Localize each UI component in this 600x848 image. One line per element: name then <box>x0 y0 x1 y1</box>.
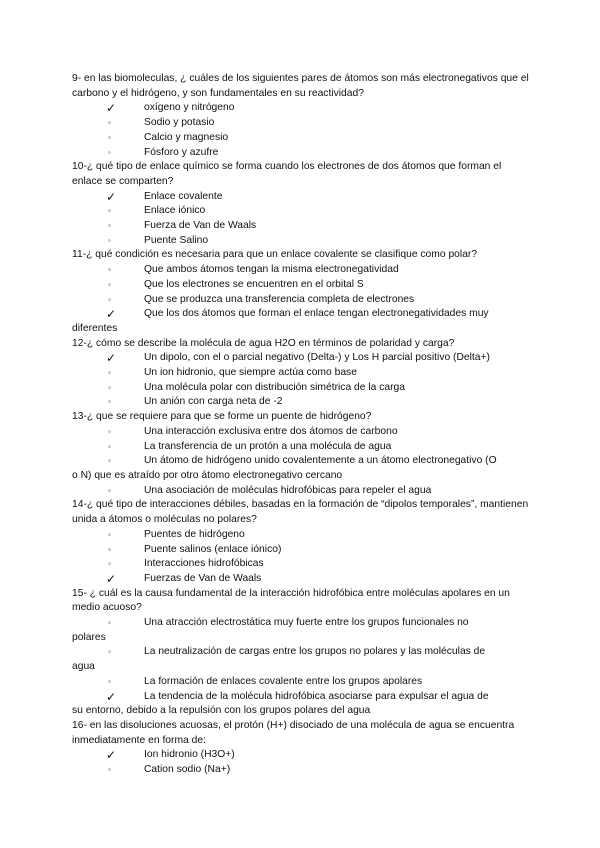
checkmark-icon: ✓ <box>106 101 117 116</box>
option <box>72 425 530 440</box>
question-text: 14-¿ qué tipo de interacciones débiles, basadas en la formación de “dipolos temporales”, mantienen unida a átomos o moléculas no polares? <box>72 499 529 526</box>
bullet-icon: ◦ <box>108 265 111 275</box>
option-text: Una asociación de moléculas hidrofóbicas para repeler el agua <box>144 484 432 496</box>
question-text: 15- ¿ cuál es la causa fundamental de la interacción hidrofóbica entre moléculas apolares en un medio acuoso? <box>72 587 510 614</box>
option-text-continuation: su entorno, debido a la repulsión con los grupos polares del agua <box>72 705 371 717</box>
question-text: 12-¿ cómo se describe la molécula de agua H2O en términos de polaridad y carga? <box>72 337 455 349</box>
option-text: Puentes de hidrógeno <box>144 528 245 540</box>
option-text-continuation: polares <box>72 631 106 643</box>
option-text: Puente salinos (enlace iónico) <box>144 543 282 555</box>
option-text: Fuerzas de Van de Waals <box>144 572 262 584</box>
option <box>72 278 530 293</box>
bullet-icon: ◦ <box>108 279 111 289</box>
option-correct <box>72 190 530 205</box>
option <box>72 293 530 308</box>
option <box>72 131 530 146</box>
bullet-icon: ◦ <box>108 368 111 378</box>
option <box>72 395 530 410</box>
checkmark-icon: ✓ <box>106 189 117 204</box>
option-text: oxígeno y nitrógeno <box>144 102 235 114</box>
checkmark-icon: ✓ <box>106 307 117 322</box>
option-text: Un átomo de hidrógeno unido covalentemente a un átomo electronegativo (O <box>144 455 497 467</box>
bullet-icon: ◦ <box>108 485 111 495</box>
option-text: Enlace iónico <box>144 205 206 217</box>
option <box>72 616 530 645</box>
bullet-icon: ◦ <box>108 765 111 775</box>
option-correct <box>72 101 530 116</box>
option-correct <box>72 690 530 719</box>
bullet-icon: ◦ <box>108 206 111 216</box>
checkmark-icon: ✓ <box>106 748 117 763</box>
option-text-continuation: diferentes <box>72 322 118 334</box>
bullet-icon: ◦ <box>108 676 111 686</box>
option-text-continuation: o N) que es atraído por otro átomo electronegativo cercano <box>72 469 343 481</box>
bullet-icon: ◦ <box>108 559 111 569</box>
bullet-icon: ◦ <box>108 221 111 231</box>
bullet-icon: ◦ <box>108 456 111 466</box>
option-text: Sodio y potasio <box>144 117 215 129</box>
option <box>72 543 530 558</box>
option <box>72 116 530 131</box>
option <box>72 146 530 161</box>
option-text: Fósforo y azufre <box>144 146 219 158</box>
option <box>72 366 530 381</box>
option-text: Puente Salino <box>144 234 209 246</box>
bullet-icon: ◦ <box>108 294 111 304</box>
option-text: Que los dos átomos que forman el enlace tengan electronegatividades muy <box>144 308 489 320</box>
bullet-icon: ◦ <box>108 147 111 157</box>
bullet-icon: ◦ <box>108 397 111 407</box>
option <box>72 204 530 219</box>
option-text: Ion hidronio (H3O+) <box>144 749 235 761</box>
question-text: 13-¿ que se requiere para que se forme un puente de hidrógeno? <box>72 411 372 423</box>
option-text: Una atracción electrostática muy fuerte entre los grupos funcionales no <box>144 617 469 629</box>
option-text: La formación de enlaces covalente entre los grupos apolares <box>144 675 423 687</box>
option <box>72 454 530 483</box>
option-text: Interacciones hidrofóbicas <box>144 558 264 570</box>
option <box>72 763 530 778</box>
option <box>72 440 530 455</box>
option-text: Un anión con carga neta de -2 <box>144 396 283 408</box>
question-text: 9- en las biomoleculas, ¿ cuáles de los siguientes pares de átomos son más electronegativos que el carbono y el hidrógeno, y son fundamentales en su reactividad? <box>72 73 529 99</box>
option-text: Calcio y magnesio <box>144 131 229 143</box>
option-text: Un dipolo, con el o parcial negativo (Delta-) y Los H parcial positivo (Delta+) <box>144 352 490 364</box>
option-correct <box>72 307 530 336</box>
option-text: Que ambos átomos tengan la misma electronegatividad <box>144 264 399 276</box>
option-text: La tendencia de la molécula hidrofóbica asociarse para expulsar el agua de <box>144 690 489 702</box>
option-text-continuation: agua <box>72 661 95 673</box>
option <box>72 263 530 278</box>
checkmark-icon: ✓ <box>106 351 117 366</box>
option <box>72 528 530 543</box>
option-text: Un ion hidronio, que siempre actúa como base <box>144 367 357 379</box>
bullet-icon: ◦ <box>108 529 111 539</box>
option-text: La transferencia de un protón a una molécula de agua <box>144 440 392 452</box>
option-text: Que los electrones se encuentren en el orbital S <box>144 278 364 290</box>
bullet-icon: ◦ <box>108 235 111 245</box>
option-text: Una molécula polar con distribución simétrica de la carga <box>144 381 405 393</box>
bullet-icon: ◦ <box>108 118 111 128</box>
option-text: Fuerza de Van de Waals <box>144 220 257 232</box>
bullet-icon: ◦ <box>108 647 111 657</box>
bullet-icon: ◦ <box>108 132 111 142</box>
question-text: 10-¿ qué tipo de enlace químico se forma cuando los electrones de dos átomos que forman el enlace se comparten? <box>72 161 502 187</box>
option <box>72 484 530 499</box>
option-correct <box>72 351 530 366</box>
bullet-icon: ◦ <box>108 544 111 554</box>
option-correct <box>72 572 530 587</box>
option <box>72 219 530 234</box>
option-text: La neutralización de cargas entre los grupos no polares y las moléculas de <box>144 646 486 658</box>
document-body <box>72 72 530 778</box>
option <box>72 675 530 690</box>
option-text: Enlace covalente <box>144 190 223 202</box>
option <box>72 645 530 674</box>
checkmark-icon: ✓ <box>106 689 117 704</box>
option <box>72 381 530 396</box>
bullet-icon: ◦ <box>108 441 111 451</box>
option-text: Que se produzca una transferencia completa de electrones <box>144 293 415 305</box>
option-correct <box>72 748 530 763</box>
option-text: Cation sodio (Na+) <box>144 764 231 776</box>
checkmark-icon: ✓ <box>106 571 117 586</box>
question-text: 11-¿ qué condición es necesaria para que un enlace covalente se clasifique como polar? <box>72 249 478 261</box>
bullet-icon: ◦ <box>108 382 111 392</box>
option <box>72 557 530 572</box>
bullet-icon: ◦ <box>108 426 111 436</box>
question-text: 16- en las disoluciones acuosas, el protón (H+) disociado de una molécula de agua se encuentra inmediatamente en forma de: <box>72 719 515 746</box>
option <box>72 234 530 249</box>
bullet-icon: ◦ <box>108 618 111 628</box>
option-text: Una interacción exclusiva entre dos átomos de carbono <box>144 425 398 437</box>
